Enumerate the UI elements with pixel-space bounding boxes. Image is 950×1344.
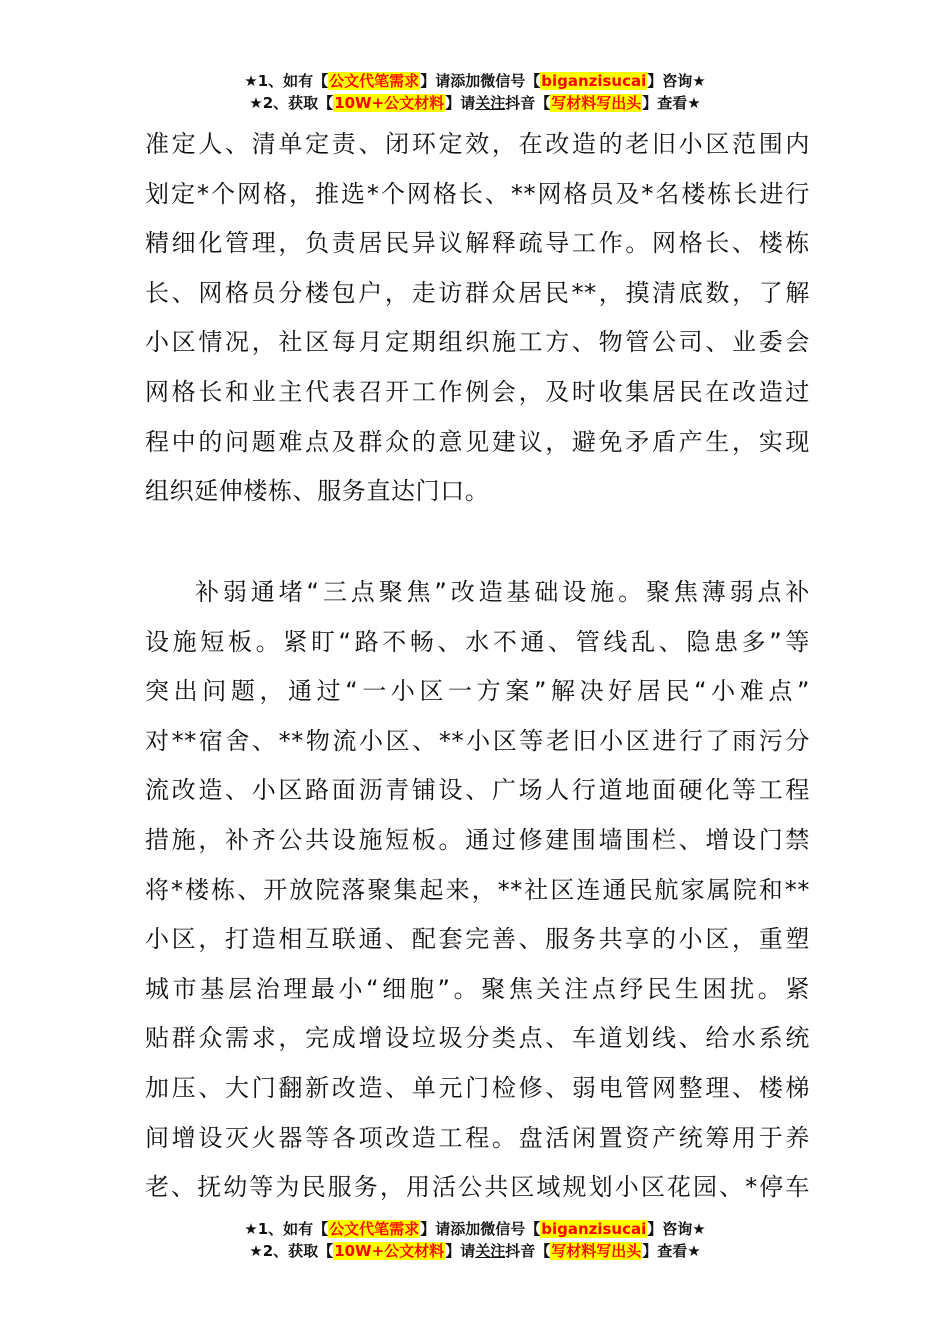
paragraph-2-line: 城市基层治理最小“细胞”。聚焦关注点纾民生困扰。紧 — [145, 974, 810, 1003]
paragraph-2-line: 老、抚幼等为民服务，用活公共区域规划小区花园、*停车 — [145, 1173, 810, 1202]
footer-highlight-materials: 10W+公文材料 — [334, 1242, 445, 1260]
paragraph-2 — [145, 568, 810, 1213]
paragraph-1-line: 小区情况，社区每月定期组织施工方、物管公司、业委会 — [145, 328, 810, 357]
footer-line-1-suffix: 】咨询★ — [647, 1220, 706, 1238]
header-line-2 — [0, 92, 950, 114]
footer-line-2 — [0, 1240, 950, 1262]
header-line-2-prefix: ★2、获取【 — [249, 94, 334, 112]
paragraph-2-line: 对**宿舍、**物流小区、**小区等老旧小区进行了雨污分 — [145, 726, 810, 755]
footer-line-2-suffix: 】查看★ — [642, 1242, 701, 1260]
paragraph-2-line: 措施，补齐公共设施短板。通过修建围墙围栏、增设门禁 — [145, 825, 810, 854]
header-line-2-suffix: 】查看★ — [642, 94, 701, 112]
header-line-1-middle: 】请添加微信号【 — [420, 72, 541, 90]
header-line-2-middle-2: 抖音【 — [505, 94, 551, 112]
paragraph-1-line: 精细化管理，负责居民异议解释疏导工作。网格长、楼栋 — [145, 229, 810, 258]
paragraph-1-line: 网格长和业主代表召开工作例会，及时收集居民在改造过 — [145, 377, 810, 406]
footer-line-2-prefix: ★2、获取【 — [249, 1242, 334, 1260]
paragraph-2-line: 补弱通堵“三点聚焦”改造基础设施。聚焦薄弱点补 — [195, 578, 810, 606]
paragraph-1-line: 划定*个网格，推选*个网格长、**网格员及*名楼栋长进行 — [145, 179, 810, 208]
header-line-1-prefix: ★1、如有【 — [244, 72, 329, 90]
paragraph-2-line: 加压、大门翻新改造、单元门检修、弱电管网整理、楼梯 — [145, 1073, 810, 1102]
paragraph-1-line: 组织延伸楼栋、服务直达门口。 — [145, 477, 490, 506]
paragraph-2-line: 设施短板。紧盯“路不畅、水不通、管线乱、隐患多”等 — [145, 627, 810, 656]
header-line-1 — [0, 70, 950, 92]
paragraph-1 — [145, 120, 810, 517]
paragraph-2-line: 突出问题，通过“一小区一方案”解决好居民“小难点” — [145, 677, 810, 706]
footer-highlight-douyin-account: 写材料写出头 — [551, 1242, 642, 1260]
paragraph-2-line: 流改造、小区路面沥青铺设、广场人行道地面硬化等工程 — [145, 776, 810, 805]
header-line-2-middle-1: 】请 — [445, 94, 476, 112]
footer-highlight-wechat-id: biganzisucai — [541, 1220, 647, 1238]
header-highlight-materials: 10W+公文材料 — [334, 94, 445, 112]
footer-line-1 — [0, 1218, 950, 1240]
header-highlight-ghostwriting: 公文代笔需求 — [329, 72, 420, 90]
header-highlight-douyin-account: 写材料写出头 — [551, 94, 642, 112]
footer-highlight-ghostwriting: 公文代笔需求 — [329, 1220, 420, 1238]
paragraph-2-line: 间增设灭火器等各项改造工程。盘活闲置资产统筹用于养 — [145, 1123, 810, 1152]
paragraph-1-line: 长、网格员分楼包户，走访群众居民**，摸清底数，了解 — [145, 278, 810, 307]
footer-underlined-follow: 关注 — [475, 1242, 506, 1260]
paragraph-1-line: 准定人、清单定责、闭环定效，在改造的老旧小区范围内 — [145, 130, 810, 158]
header-banner — [0, 70, 950, 114]
header-highlight-wechat-id: biganzisucai — [541, 72, 647, 90]
paragraph-2-line: 小区，打造相互联通、配套完善、服务共享的小区，重塑 — [145, 925, 810, 954]
paragraph-2-line: 贴群众需求，完成增设垃圾分类点、车道划线、给水系统 — [145, 1024, 810, 1053]
header-underlined-follow: 关注 — [475, 94, 506, 112]
footer-line-2-middle-2: 抖音【 — [505, 1242, 551, 1260]
header-line-1-suffix: 】咨询★ — [647, 72, 706, 90]
paragraph-2-line: 将*楼栋、开放院落聚集起来，**社区连通民航家属院和** — [145, 875, 810, 904]
footer-banner — [0, 1218, 950, 1262]
footer-line-1-middle: 】请添加微信号【 — [420, 1220, 541, 1238]
paragraph-1-line: 程中的问题难点及群众的意见建议，避免矛盾产生，实现 — [145, 427, 810, 456]
footer-line-2-middle-1: 】请 — [445, 1242, 476, 1260]
footer-line-1-prefix: ★1、如有【 — [244, 1220, 329, 1238]
